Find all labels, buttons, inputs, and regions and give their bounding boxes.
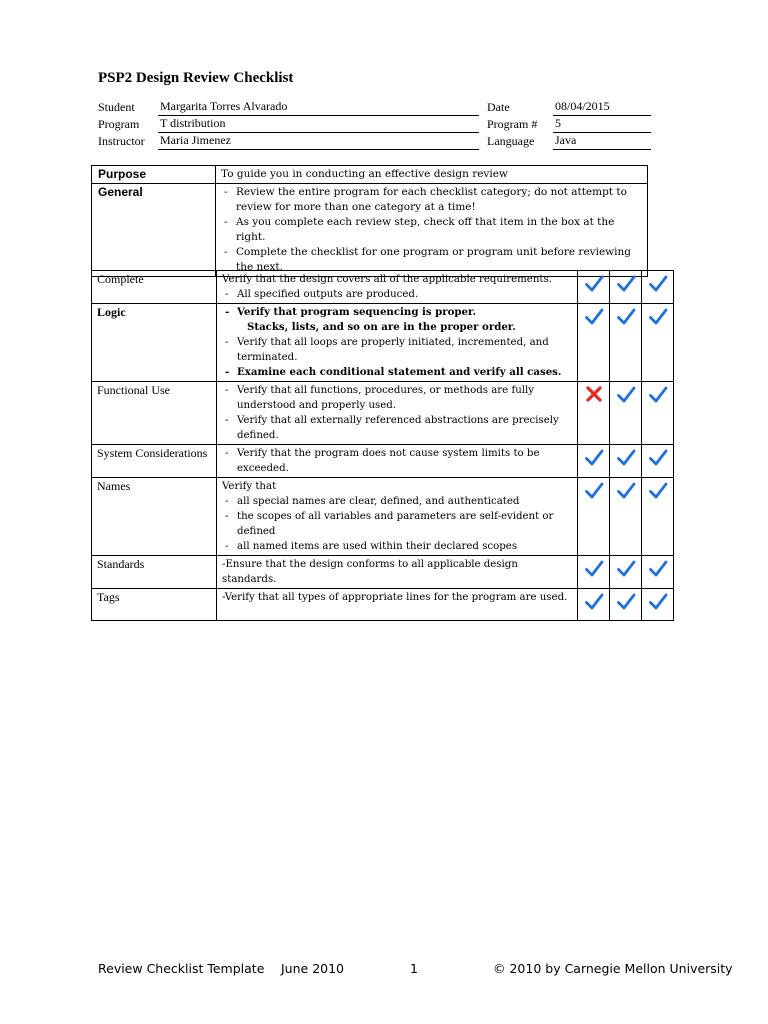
checkbox-cell[interactable] — [610, 445, 642, 478]
checkbox-cell[interactable] — [642, 478, 674, 556]
category-label: Complete — [92, 271, 217, 304]
program-value: T distribution — [158, 116, 479, 133]
checkbox-cell[interactable] — [578, 382, 610, 445]
category-label: Standards — [92, 556, 217, 589]
checkbox-cell[interactable] — [642, 445, 674, 478]
description-item — [222, 305, 572, 335]
category-label: System Considerations — [92, 445, 217, 478]
checklist-row-names — [92, 478, 674, 556]
category-description: -Verify that all types of appropriate lines for the program are used. — [217, 589, 578, 621]
category-description — [217, 445, 578, 478]
checkbox-cell[interactable] — [578, 445, 610, 478]
check-icon — [584, 448, 604, 468]
description-intro: Verify that — [222, 481, 277, 492]
instructor-label: Instructor — [98, 134, 145, 148]
checkbox-cell[interactable] — [610, 271, 642, 304]
check-icon — [648, 592, 668, 612]
footer-copyright: © 2010 by Carnegie Mellon University — [493, 961, 733, 976]
checkbox-cell[interactable] — [610, 304, 642, 382]
check-icon — [616, 307, 636, 327]
checklist-row-logic — [92, 304, 674, 382]
student-label: Student — [98, 100, 135, 114]
category-description — [217, 478, 578, 556]
description-item: - Verify that all functions, procedures, or methods are fully understood and properly used. — [222, 383, 572, 413]
checkbox-cell[interactable] — [610, 556, 642, 589]
description-item: - the scopes of all variables and parameters are self-evident or defined — [222, 509, 572, 539]
checkbox-cell[interactable] — [610, 589, 642, 621]
category-label: Names — [92, 478, 217, 556]
general-item: - Review the entire program for each checklist category; do not attempt to review for more than one category at a time! — [221, 185, 642, 215]
description-intro: Verify that the design covers all of the applicable requirements. — [222, 274, 552, 285]
general-items — [216, 184, 648, 277]
check-icon — [616, 481, 636, 501]
check-icon — [648, 274, 668, 294]
general-label: General — [92, 184, 216, 277]
check-icon — [584, 592, 604, 612]
checkbox-cell[interactable] — [578, 589, 610, 621]
checklist-row-tags — [92, 589, 674, 621]
description-item: - Verify that the program does not cause system limits to be exceeded. — [222, 446, 572, 476]
check-icon — [616, 559, 636, 579]
check-icon — [616, 592, 636, 612]
check-icon — [584, 307, 604, 327]
description-item: - Verify that all externally referenced abstractions are precisely defined. — [222, 413, 572, 443]
checkbox-cell[interactable] — [642, 271, 674, 304]
language-value: Java — [553, 133, 651, 150]
cross-icon — [585, 385, 603, 403]
check-icon — [648, 559, 668, 579]
checkbox-cell[interactable] — [578, 478, 610, 556]
check-icon — [648, 307, 668, 327]
category-description — [217, 382, 578, 445]
check-icon — [584, 481, 604, 501]
category-label: Logic — [92, 304, 217, 382]
purpose-text: To guide you in conducting an effective design review — [216, 166, 648, 184]
description-item: - Examine each conditional statement and verify all cases. — [222, 365, 572, 380]
checklist-row-standards — [92, 556, 674, 589]
checkbox-cell[interactable] — [642, 382, 674, 445]
check-icon — [584, 274, 604, 294]
check-icon — [584, 559, 604, 579]
checklist-row-complete — [92, 271, 674, 304]
program-number-label: Program # — [487, 117, 538, 131]
category-label: Tags — [92, 589, 217, 621]
footer-date: June 2010 — [281, 961, 345, 976]
checkbox-cell[interactable] — [610, 478, 642, 556]
checkbox-cell[interactable] — [610, 382, 642, 445]
footer-page-number: 1 — [410, 961, 418, 976]
check-icon — [616, 385, 636, 405]
category-description: -Ensure that the design conforms to all applicable design standards. — [217, 556, 578, 589]
check-icon — [648, 385, 668, 405]
category-description — [217, 304, 578, 382]
language-label: Language — [487, 134, 535, 148]
purpose-label: Purpose — [92, 166, 216, 184]
general-item: - Complete the checklist for one program or program unit before reviewing the next. — [221, 245, 642, 275]
program-number-value: 5 — [553, 116, 651, 133]
checkbox-cell[interactable] — [642, 589, 674, 621]
checkbox-cell[interactable] — [578, 556, 610, 589]
checkbox-cell[interactable] — [578, 271, 610, 304]
check-icon — [616, 448, 636, 468]
instructor-value: Maria Jimenez — [158, 133, 479, 150]
checkbox-cell[interactable] — [642, 304, 674, 382]
checklist-row-system-considerations — [92, 445, 674, 478]
page-title: PSP2 Design Review Checklist — [98, 70, 294, 86]
date-value: 08/04/2015 — [553, 99, 651, 116]
category-label: Functional Use — [92, 382, 217, 445]
program-label: Program — [98, 117, 140, 131]
check-icon — [648, 481, 668, 501]
purpose-table — [91, 165, 648, 277]
checklist-table — [91, 270, 674, 621]
description-item: - All specified outputs are produced. — [222, 287, 572, 302]
date-label: Date — [487, 100, 510, 114]
description-item: - Verify that all loops are properly initiated, incremented, and terminated. — [222, 335, 572, 365]
checkbox-cell[interactable] — [642, 556, 674, 589]
description-item: - all special names are clear, defined, and authenticated — [222, 494, 572, 509]
general-item: - As you complete each review step, check off that item in the box at the right. — [221, 215, 642, 245]
check-icon — [616, 274, 636, 294]
footer-template: Review Checklist Template — [98, 961, 265, 976]
check-icon — [648, 448, 668, 468]
description-item: - all named items are used within their declared scopes — [222, 539, 572, 554]
category-description — [217, 271, 578, 304]
description-item-text: Stacks, lists, and so on are in the proper order. — [247, 321, 516, 333]
checklist-row-functional-use — [92, 382, 674, 445]
student-value: Margarita Torres Alvarado — [158, 99, 479, 116]
description-item-text: Verify that program sequencing is proper. — [237, 306, 477, 318]
checkbox-cell[interactable] — [578, 304, 610, 382]
